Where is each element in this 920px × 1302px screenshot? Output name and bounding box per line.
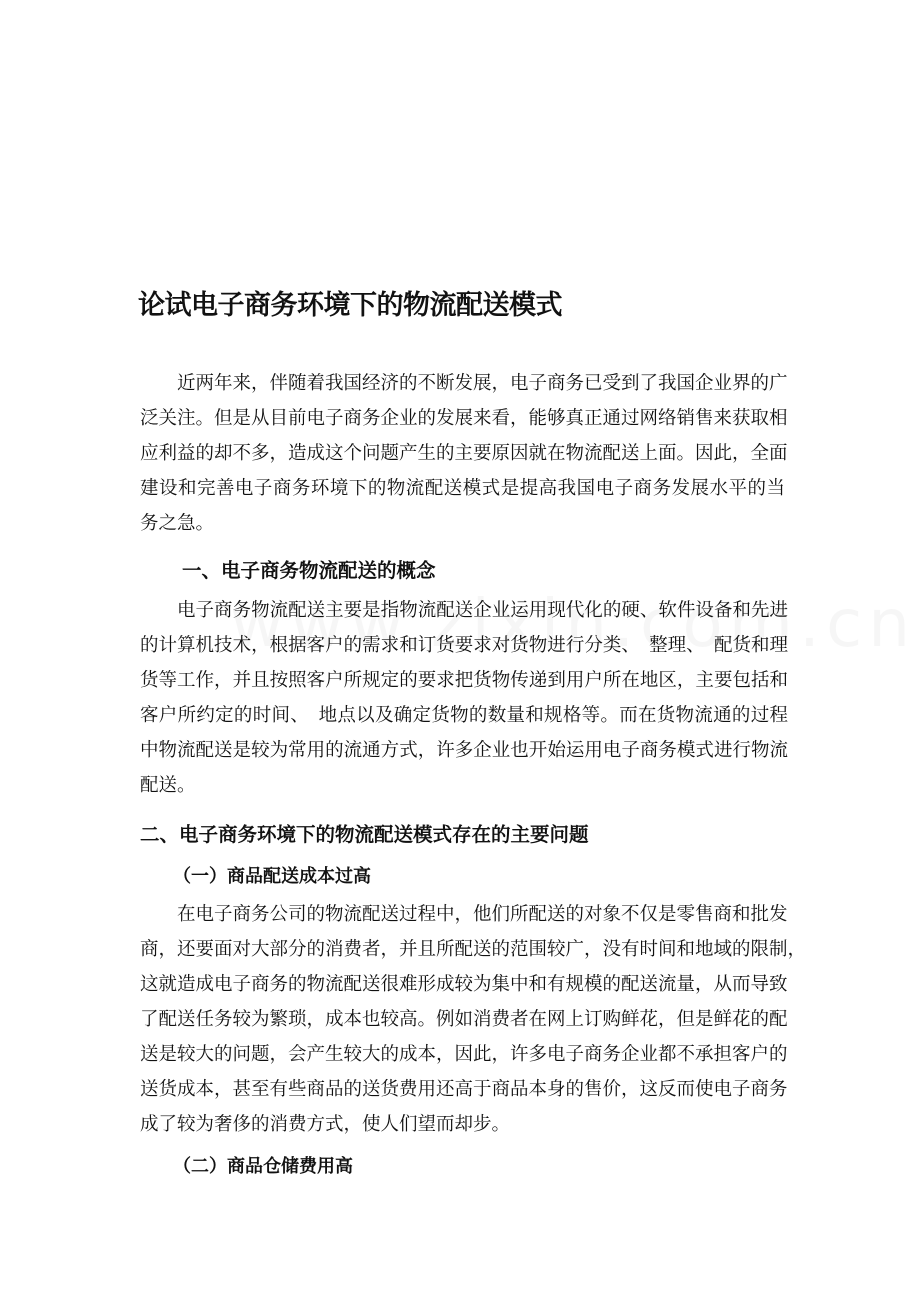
- subsection-heading-1: （一）商品配送成本过高: [173, 866, 371, 887]
- paragraph-line: 中物流配送是较为常用的流通方式，许多企业也开始运用电子商务模式进行物流: [140, 740, 788, 761]
- paragraph-line: 近两年来，伴随着我国经济的不断发展，电子商务已受到了我国企业界的广: [140, 373, 788, 394]
- intro-paragraph: [140, 366, 788, 541]
- paragraph-line: 货等工作，并且按照客户所规定的要求把货物传递到用户所在地区，主要包括和: [140, 670, 788, 691]
- paragraph-line: 建设和完善电子商务环境下的物流配送模式是提高我国电子商务发展水平的当: [140, 478, 785, 499]
- paragraph-line: 的计算机技术，根据客户的需求和订货要求对货物进行分类、 整理、 配货和理: [140, 635, 788, 656]
- paragraph-line: 这就造成电子商务的物流配送很难形成较为集中和有规模的配送流量，从而导致: [140, 974, 788, 995]
- paragraph-line: 配送。: [140, 775, 196, 796]
- subsection-heading-2: （二）商品仓储费用高: [173, 1156, 353, 1177]
- paragraph-line: 泛关注。但是从目前电子商务企业的发展来看，能够真正通过网络销售来获取相: [140, 408, 788, 429]
- section1-paragraph: [140, 593, 788, 803]
- paragraph-line: 务之急。: [140, 513, 215, 534]
- paragraph-line: 应利益的却不多，造成这个问题产生的主要原因就在物流配送上面。因此，全面: [140, 443, 788, 464]
- paragraph-line: 客户所约定的时间、 地点以及确定货物的数量和规格等。而在货物流通的过程: [140, 705, 788, 726]
- paragraph-line: 了配送任务较为繁琐，成本也较高。例如消费者在网上订购鲜花，但是鲜花的配: [140, 1009, 788, 1030]
- document-title: 论试电子商务环境下的物流配送模式: [138, 290, 562, 321]
- paragraph-line: 在电子商务公司的物流配送过程中，他们所配送的对象不仅是零售商和批发: [140, 904, 788, 925]
- paragraph-line: 电子商务物流配送主要是指物流配送企业运用现代化的硬、软件设备和先进: [140, 600, 788, 621]
- paragraph-line: 成了较为奢侈的消费方式，使人们望而却步。: [140, 1114, 511, 1135]
- subsection1-paragraph: [140, 897, 807, 1142]
- paragraph-line: 送是较大的问题，会产生较大的成本，因此，许多电子商务企业都不承担客户的: [140, 1044, 788, 1065]
- paragraph-line: 商，还要面对大部分的消费者，并且所配送的范围较广，没有时间和地域的限制，: [140, 939, 807, 960]
- paragraph-line: 送货成本，甚至有些商品的送货费用还高于商品本身的售价，这反而使电子商务: [140, 1079, 788, 1100]
- section-heading-1: 一、电子商务物流配送的概念: [182, 559, 436, 582]
- section-heading-2: 二、电子商务环境下的物流配送模式存在的主要问题: [140, 823, 589, 846]
